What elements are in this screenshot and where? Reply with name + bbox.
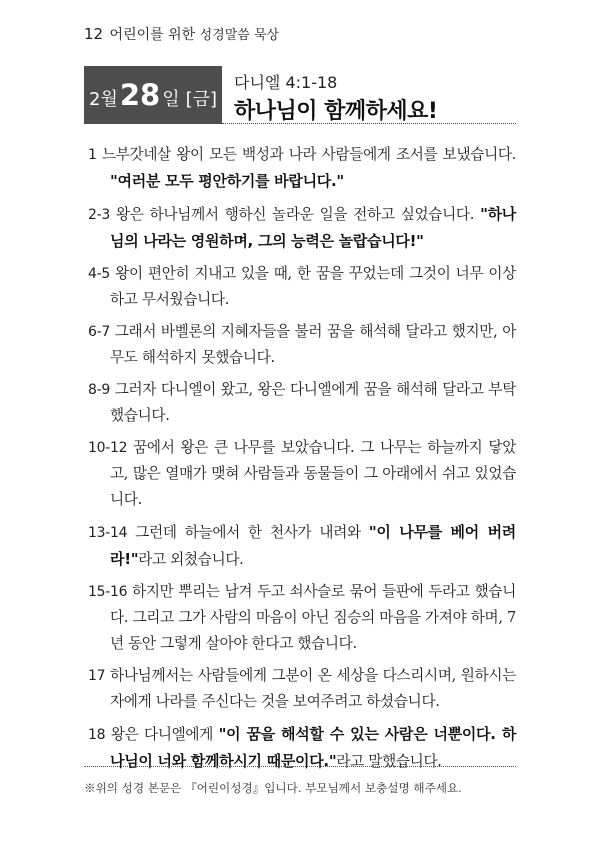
verse-text [88,579,516,657]
verse-narration: 그러자 다니엘이 왔고, 왕은 다니엘에게 꿈을 해석해 달라고 부탁했습니다. [110,381,516,424]
verse-item [88,261,516,313]
verse-number: 15-16 [88,584,128,600]
verse-speech: "하나님의 나라는 영원하며, 그의 능력은 놀랍습니다!" [110,205,516,250]
verse-text [88,261,516,313]
verse-text [88,377,516,429]
verse-item [88,142,516,195]
verse-speech: "이 나무를 베어 버려라!" [110,523,516,568]
date-month-unit: 월 [100,89,118,110]
verse-number: 18 [88,727,106,743]
page-title: 하나님이 함께하세요! [234,99,438,124]
book-title: 어린이를 위한 [109,27,196,43]
verse-text [88,435,516,513]
verse-narration: 꿈에서 왕은 큰 나무를 보았습니다. 그 나무는 하늘까지 닿았고, 많은 열매가 맺혀 사람들과 동물들이 그 아래에서 쉬고 있었습니다. [110,439,517,508]
verse-narration: 느부갓네살 왕이 모든 백성과 나라 사람들에게 조서를 보냈습니다. [101,146,517,163]
running-header [84,24,279,44]
title-divider [222,123,516,124]
verse-item [88,435,516,513]
verse-item [88,579,516,657]
date-day: 28 [119,78,161,112]
verse-speech: "여러분 모두 평안하기를 바랍니다." [110,172,344,190]
verse-narration: 하지만 뿌리는 남겨 두고 쇠사슬로 묶어 들판에 두라고 했습니다. 그리고 그가 사람의 마음이 아닌 짐승의 마음을 가져야 하며, 7년 동안 그렇게 살아야 한다고 했습니다. [110,583,516,652]
verse-narration: 왕은 하나님께서 행하신 놀라운 일을 전하고 싶었습니다. [116,206,481,223]
verse-narration: 하나님께서는 사람들에게 그분이 온 세상을 다스리시며, 원하시는 자에게 나라를 주신다는 것을 보여주려고 하셨습니다. [110,667,516,710]
verse-narration: 그런데 하늘에서 한 천사가 내려와 [135,524,369,541]
verse-item [88,319,516,371]
verse-number: 13-14 [88,525,128,541]
date-box [84,66,222,124]
verse-text [88,319,516,371]
verse-item [88,377,516,429]
title-block [84,66,516,124]
verse-item [88,663,516,715]
verse-text [88,519,516,573]
verse-narration: 그래서 바벨론의 지혜자들을 불러 꿈을 해석해 달라고 했지만, 아무도 해석하지 못했습니다. [110,323,516,366]
verse-text [88,663,516,715]
book-subtitle: 성경말씀 묵상 [199,28,280,43]
verse-text [88,201,516,255]
verse-item [88,519,516,573]
date-month: 2 [88,89,101,110]
date-weekday: [금] [185,89,218,110]
footnote-divider [84,766,516,767]
footnote: ※위의 성경 본문은 『어린이성경』입니다. 부모님께서 보충설명 해주세요. [84,781,462,795]
verse-number: 10-12 [88,440,128,456]
verse-text [88,142,516,195]
verse-number: 4-5 [88,266,110,282]
verse-number: 1 [88,147,97,163]
verse-number: 8-9 [88,382,110,398]
verse-number: 17 [88,668,106,684]
scripture-reference: 다니엘 4:1-18 [234,73,338,92]
date-day-unit: 일 [162,89,180,110]
verse-narration: 라고 말했습니다. [336,753,442,770]
reference-title-group [234,70,437,125]
page-number: 12 [84,25,104,43]
verse-number: 6-7 [88,324,110,340]
verse-narration: 라고 외쳤습니다. [138,551,244,568]
verse-speech: "이 꿈을 해석할 수 있는 사람은 너뿐이다. 하나님이 너와 함께하시기 때문이다." [110,725,517,770]
verse-number: 2-3 [88,207,110,223]
verse-narration: 왕이 편안히 지내고 있을 때, 한 꿈을 꾸었는데 그것이 너무 이상하고 무서웠습니다. [110,265,517,308]
verse-list [88,142,516,781]
verse-narration: 왕은 다니엘에게 [110,726,219,743]
verse-item [88,201,516,255]
